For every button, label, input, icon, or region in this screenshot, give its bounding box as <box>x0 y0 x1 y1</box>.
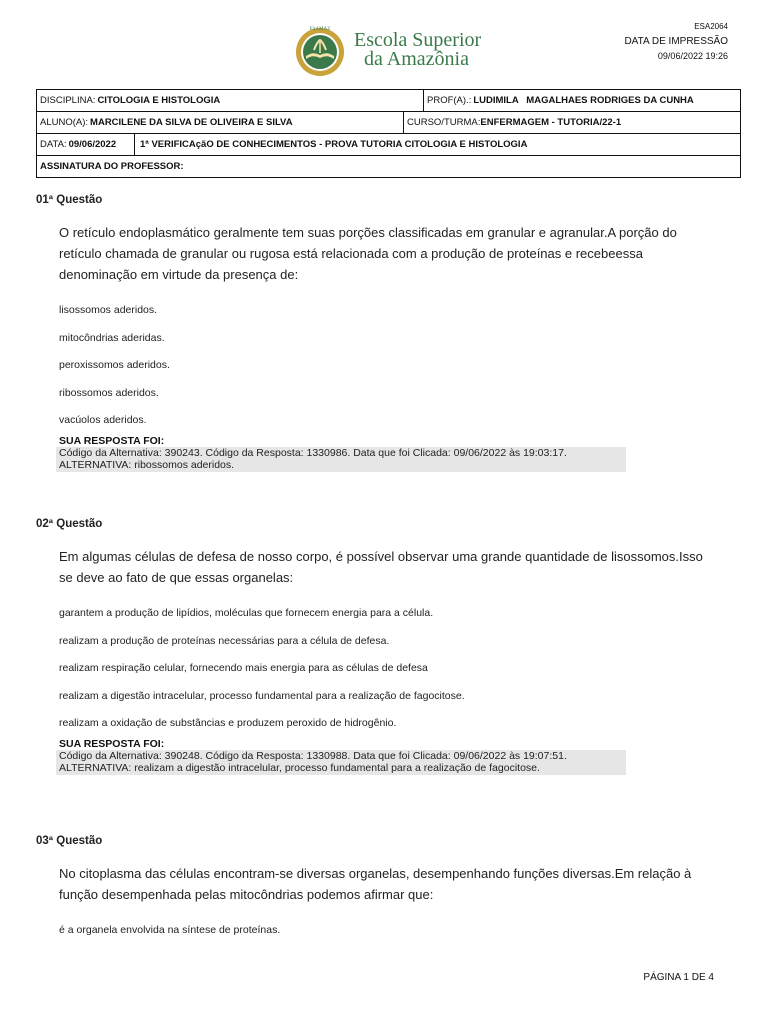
question-3 <box>36 835 736 950</box>
data-value: 09/06/2022 <box>68 139 117 150</box>
info-row-disciplina <box>37 90 740 112</box>
school-logo <box>292 20 492 80</box>
disciplina-cell <box>37 90 423 111</box>
info-row-aluno <box>37 112 740 134</box>
logo-line-2: da Amazônia <box>364 48 469 70</box>
page-header <box>0 0 768 88</box>
question-title: 02ª Questão <box>36 518 103 530</box>
print-label: DATA DE IMPRESSÃO <box>624 36 728 47</box>
disciplina-label: DISCIPLINA: <box>40 95 96 106</box>
print-date: 09/06/2022 19:26 <box>657 51 728 61</box>
info-row-assinatura <box>37 156 740 177</box>
curso-value: ENFERMAGEM - TUTORIA/22-1 <box>480 117 622 128</box>
verificacao-cell <box>134 134 740 155</box>
prof-cell <box>423 90 740 111</box>
option-e[interactable]: vacúolos aderidos. <box>59 414 147 426</box>
logo-arc-text: ESAMAZ <box>309 27 331 32</box>
aluno-value: MARCILENE DA SILVA DE OLIVEIRA E SILVA <box>90 117 293 128</box>
question-text: Em algumas células de defesa de nosso corpo, é possível observar uma grande quantidade de lisossomos.Isso se deve ao fato de que essas organelas: <box>59 549 703 585</box>
curso-cell <box>403 112 740 133</box>
question-title: 03ª Questão <box>36 835 103 847</box>
option-d[interactable]: ribossomos aderidos. <box>59 386 159 399</box>
logo-line-1: Escola Superior <box>354 29 482 51</box>
school-emblem-icon <box>292 22 348 78</box>
page-number: PÁGINA 1 DE 4 <box>643 972 714 983</box>
prof-value: LUDIMILA MAGALHAES RODRIGES DA CUNHA <box>473 95 694 106</box>
answer-box: Código da Alternativa: 390243. Código da Resposta: 1330986. Data que foi Clicada: 09/06/2022 às 19:03:17. ALTERNATIVA: ribossomos aderidos. <box>56 447 626 472</box>
option-b[interactable]: realizam a produção de proteínas necessárias para a célula de defesa. <box>59 634 390 647</box>
disciplina-value: CITOLOGIA E HISTOLOGIA <box>97 95 221 106</box>
option-a[interactable]: lisossomos aderidos. <box>59 304 158 316</box>
verificacao-value: 1ª VERIFICAçãO DE CONHECIMENTOS - PROVA TUTORIA CITOLOGIA E HISTOLOGIA <box>140 139 528 150</box>
option-b[interactable]: mitocôndrias aderidas. <box>59 331 165 344</box>
aluno-label: ALUNO(A): <box>40 117 89 128</box>
info-row-data <box>37 134 740 156</box>
question-1 <box>36 194 736 472</box>
assinatura-label: ASSINATURA DO PROFESSOR: <box>40 161 184 172</box>
data-cell <box>37 134 134 155</box>
answer-label: SUA RESPOSTA FOI: <box>59 737 165 750</box>
print-meta <box>624 20 728 63</box>
exam-info-table <box>36 89 741 178</box>
options-list <box>59 605 736 743</box>
curso-label: CURSO/TURMA: <box>407 117 481 128</box>
question-text: O retículo endoplasmático geralmente tem suas porções classificadas em granular e agranular.A porção do retículo chamada de granular ou rugosa está relacionada com a produção de proteínas e recebeessa denominação em virtude da presença de: <box>59 225 677 282</box>
answer-label: SUA RESPOSTA FOI: <box>59 434 165 447</box>
assinatura-cell <box>37 156 740 177</box>
option-a[interactable]: é a organela envolvida na síntese de proteínas. <box>59 924 281 936</box>
option-a[interactable]: garantem a produção de lipídios, moléculas que fornecem energia para a célula. <box>59 607 434 619</box>
aluno-cell <box>37 112 403 133</box>
question-title: 01ª Questão <box>36 194 103 206</box>
options-list <box>59 302 736 440</box>
answer-box: Código da Alternativa: 390248. Código da Resposta: 1330988. Data que foi Clicada: 09/06/2022 às 19:07:51. ALTERNATIVA: realizam a digestão intracelular, processo fundamental para a realização de fagocitose. <box>56 750 626 775</box>
question-text: No citoplasma das células encontram-se diversas organelas, desempenhando funções diversas.Em relação à função desempenhada pelas mitocôndrias podemos afirmar que: <box>59 866 692 902</box>
options-list <box>59 922 736 950</box>
option-e[interactable]: realizam a oxidação de substâncias e produzem peroxido de hidrogênio. <box>59 717 397 729</box>
doc-code: ESA2064 <box>694 22 728 31</box>
prof-label: PROF(A).: <box>427 95 472 106</box>
option-d[interactable]: realizam a digestão intracelular, processo fundamental para a realização de fagocitose. <box>59 689 465 702</box>
data-label: DATA: <box>40 139 67 150</box>
option-c[interactable]: peroxissomos aderidos. <box>59 359 170 371</box>
question-2 <box>36 518 736 775</box>
option-c[interactable]: realizam respiração celular, fornecendo mais energia para as células de defesa <box>59 662 428 674</box>
